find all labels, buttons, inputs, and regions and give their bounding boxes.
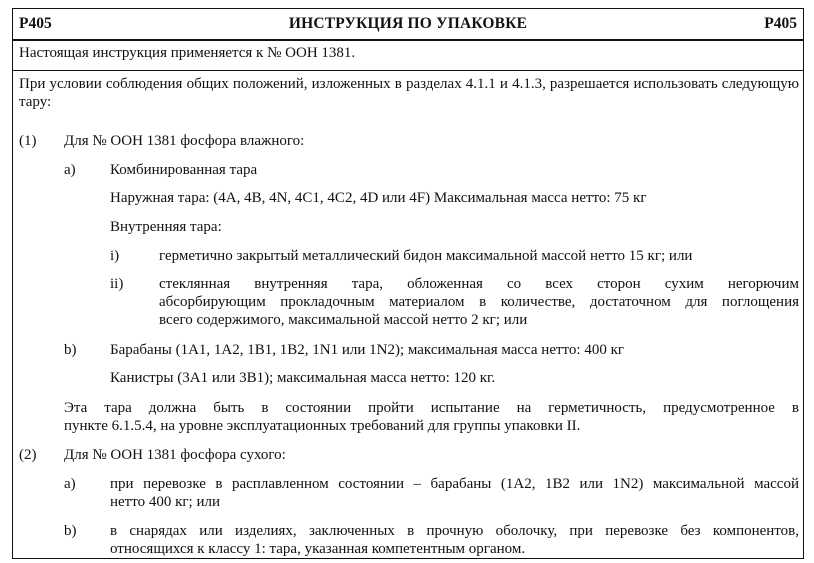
scope-text: Настоящая инструкция применяется к № ООН 1381. bbox=[19, 45, 356, 61]
instruction-code-left: P405 bbox=[19, 15, 52, 32]
item-i-marker: i) bbox=[110, 248, 120, 264]
item-ii-line-1: стеклянная внутренняя тара, обложенная со всех сторон сухим негорючим bbox=[159, 276, 799, 292]
drums-text: Барабаны (1A1, 1A2, 1B1, 1B2, 1N1 или 1N2); максимальная масса нетто: 400 кг bbox=[110, 342, 625, 358]
item-ii-marker: ii) bbox=[110, 276, 124, 292]
section1-a-marker: a) bbox=[64, 162, 76, 178]
item-ii-line-2: абсорбирующим прокладочным материалом в количестве, достаточном для поглощения bbox=[159, 294, 799, 310]
section1-title: Для № ООН 1381 фосфора влажного: bbox=[64, 133, 305, 149]
section2-b-line-2: относящихся к классу 1: тара, указанная компетентным органом. bbox=[110, 541, 526, 557]
section2-b-marker: b) bbox=[64, 523, 77, 539]
section2-number: (2) bbox=[19, 447, 37, 463]
leakproof-note-line-1: Эта тара должна быть в состоянии пройти испытание на герметичность, предусмотренное в bbox=[64, 400, 799, 416]
section1-number: (1) bbox=[19, 133, 37, 149]
item-ii-line-3: всего содержимого, максимальной массой нетто 2 кг; или bbox=[159, 312, 528, 328]
section2-a-line-1: при перевозке в расплавленном состоянии – барабаны (1A2, 1B2 или 1N2) максимальной массой bbox=[110, 476, 799, 492]
packing-instruction-table bbox=[12, 8, 804, 559]
combination-packaging-label: Комбинированная тара bbox=[110, 162, 258, 178]
section2-a-marker: a) bbox=[64, 476, 76, 492]
jerricans-text: Канистры (3A1 или 3B1); максимальная масса нетто: 120 кг. bbox=[110, 370, 496, 386]
header-row bbox=[13, 9, 803, 41]
outer-packaging-text: Наружная тара: (4A, 4B, 4N, 4C1, 4C2, 4D или 4F) Максимальная масса нетто: 75 кг bbox=[110, 190, 647, 206]
intro-paragraph: При условии соблюдения общих положений, изложенных в разделах 4.1.1 и 4.1.3, разрешается использовать следующую тару: bbox=[19, 76, 799, 110]
section1-b-marker: b) bbox=[64, 342, 77, 358]
scope-row bbox=[13, 41, 803, 71]
leakproof-note-line-2: пункте 6.1.5.4, на уровне эксплуатационных требований для группы упаковки II. bbox=[64, 418, 581, 434]
instruction-code-right: P405 bbox=[764, 15, 797, 32]
section2-a-line-2: нетто 400 кг; или bbox=[110, 494, 220, 510]
section2-title: Для № ООН 1381 фосфора сухого: bbox=[64, 447, 286, 463]
inner-packaging-label: Внутренняя тара: bbox=[110, 219, 222, 235]
instruction-title: ИНСТРУКЦИЯ ПО УПАКОВКЕ bbox=[288, 15, 528, 32]
item-i-text: герметично закрытый металлический бидон максимальной массой нетто 15 кг; или bbox=[159, 248, 693, 264]
section2-b-line-1: в снарядах или изделиях, заключенных в прочную оболочку, при перевозке без компонентов, bbox=[110, 523, 799, 539]
